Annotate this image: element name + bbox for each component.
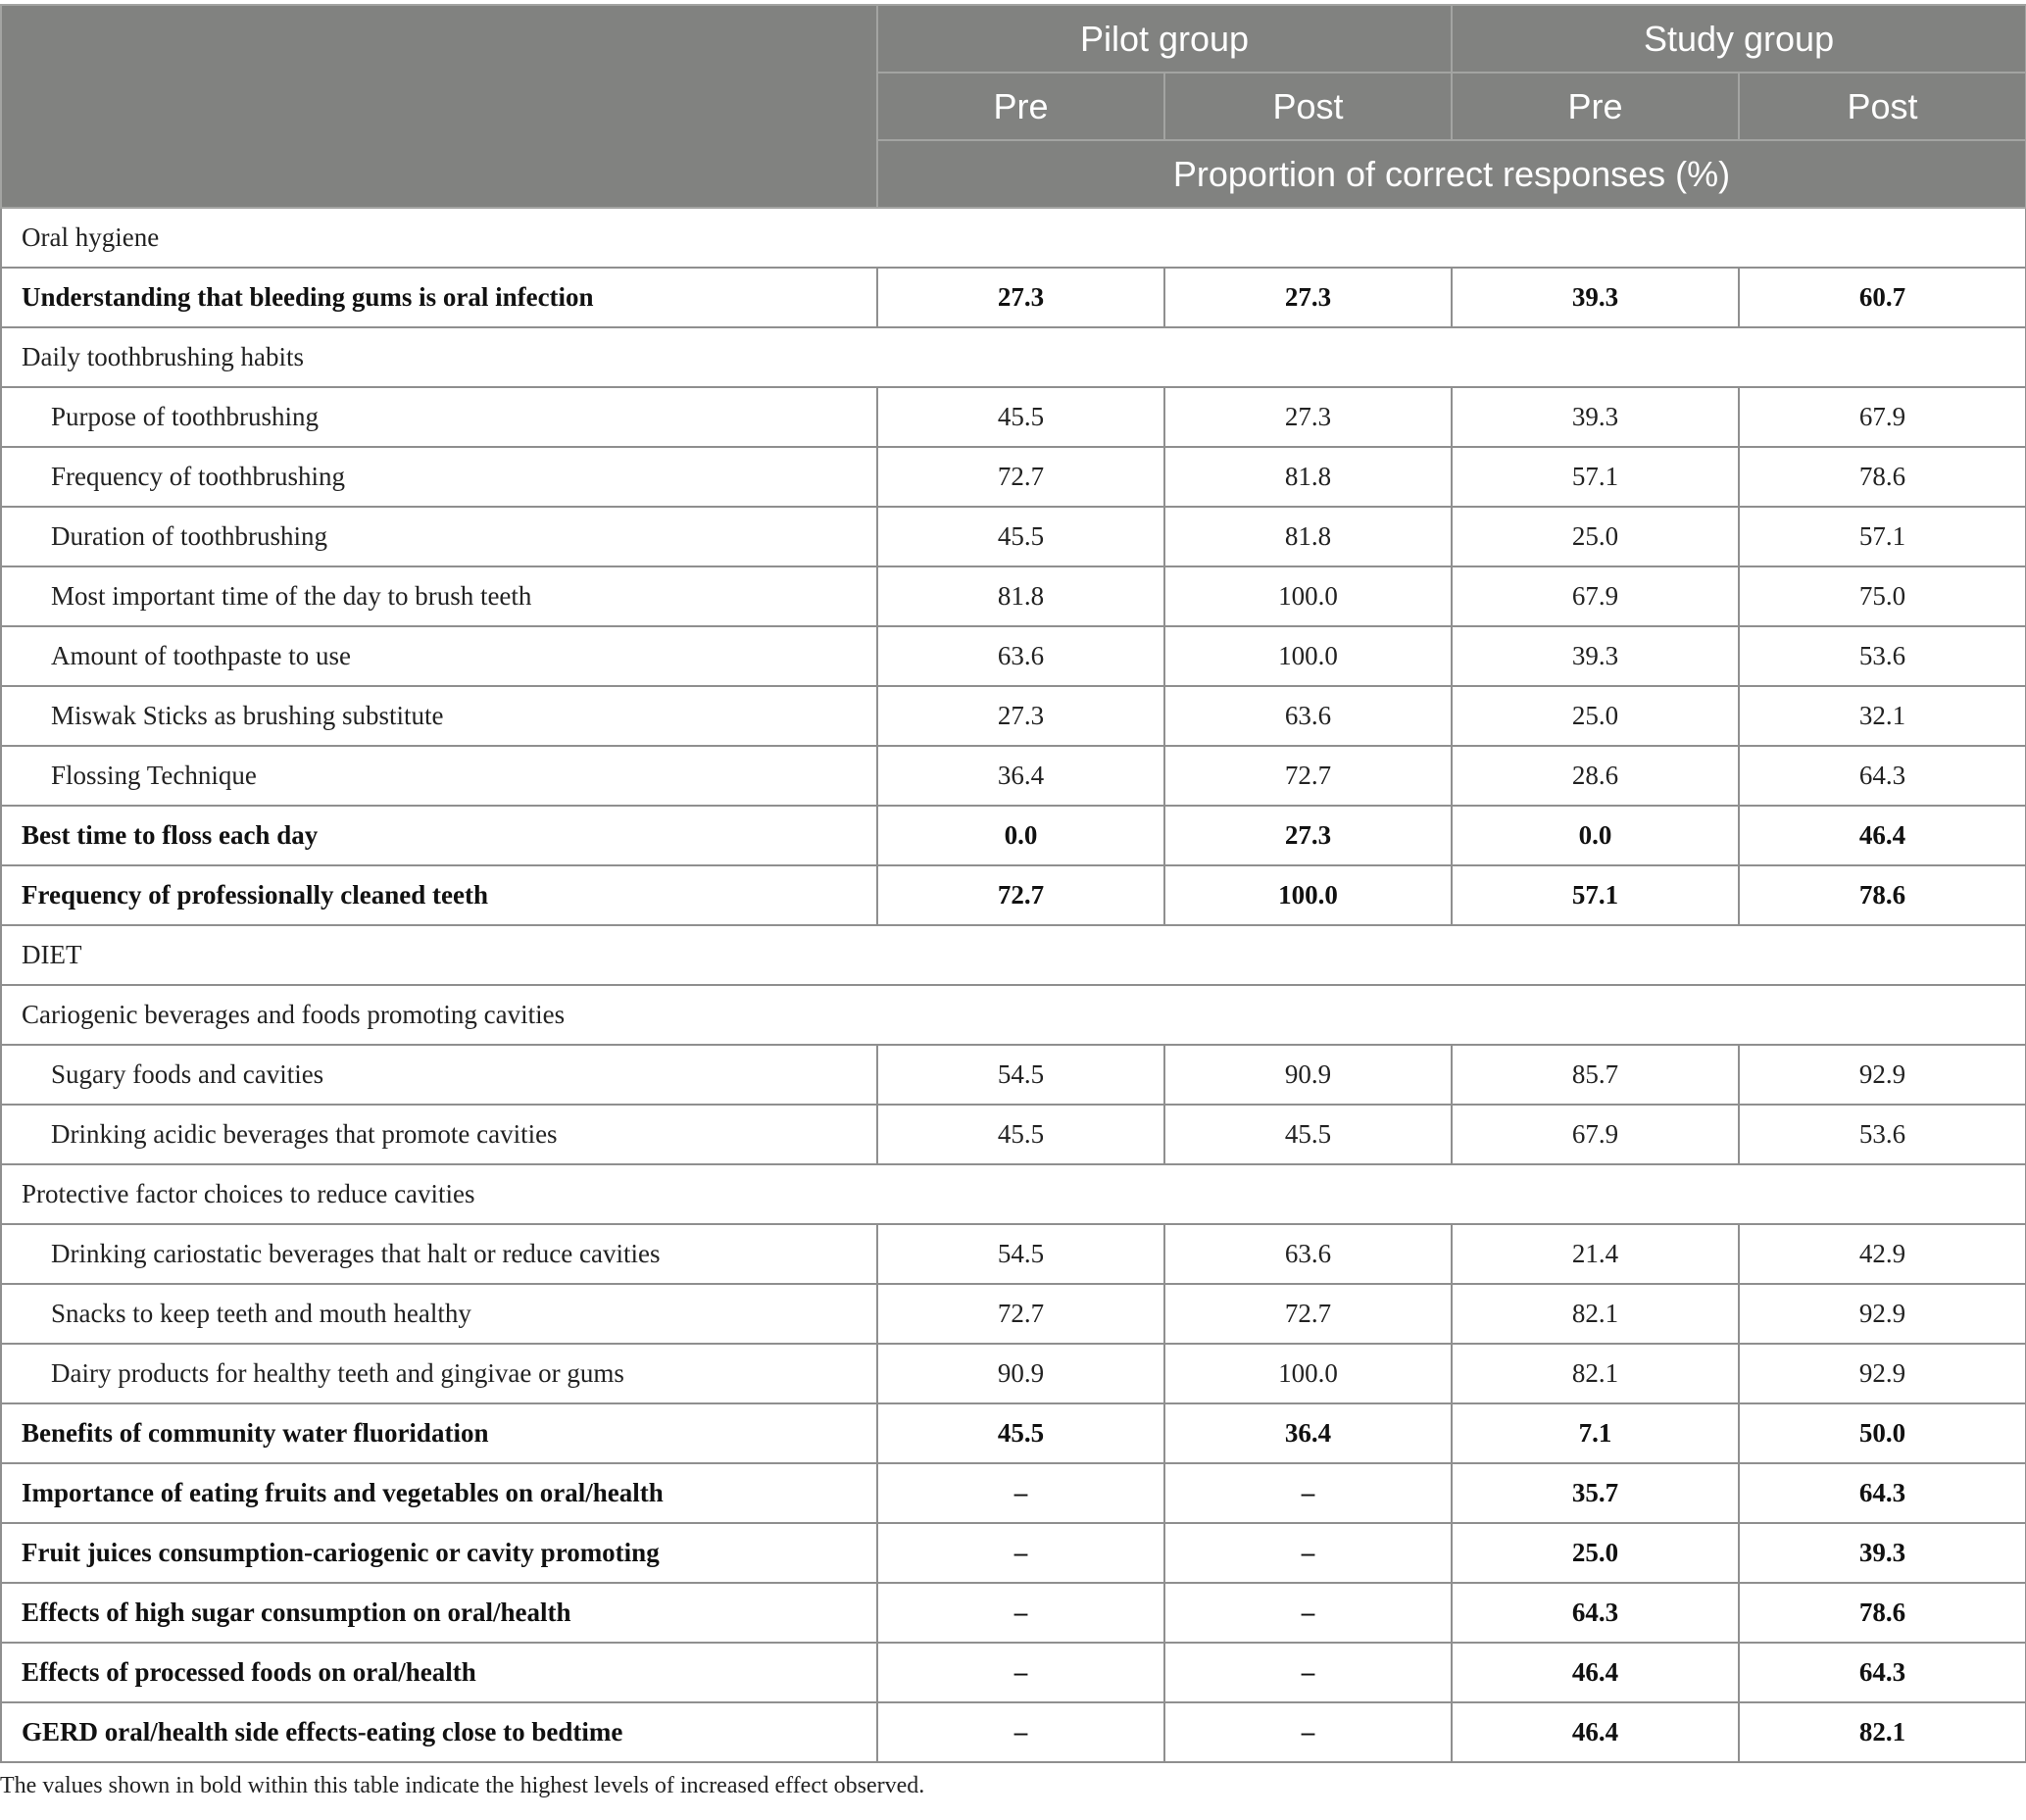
table-row <box>1 507 2026 566</box>
table-row <box>1 447 2026 507</box>
study-post-value: 67.9 <box>1739 387 2026 447</box>
study-post-value: 64.3 <box>1739 1643 2026 1702</box>
study-pre-value: 82.1 <box>1452 1284 1739 1344</box>
pilot-post-value: 27.3 <box>1164 806 1452 865</box>
section-row <box>1 1164 2026 1224</box>
study-pre-value: 46.4 <box>1452 1643 1739 1702</box>
table-header <box>1 5 2026 208</box>
pilot-pre-value: 36.4 <box>877 746 1164 806</box>
section-row <box>1 925 2026 985</box>
study-post-value: 75.0 <box>1739 566 2026 626</box>
pilot-post-value: – <box>1164 1463 1452 1523</box>
study-post-value: 64.3 <box>1739 746 2026 806</box>
header-row-groups <box>1 5 2026 73</box>
pilot-post-value: 36.4 <box>1164 1403 1452 1463</box>
study-post-value: 92.9 <box>1739 1045 2026 1105</box>
section-label: Daily toothbrushing habits <box>1 327 2026 387</box>
study-pre-value: 39.3 <box>1452 268 1739 327</box>
table-row <box>1 1702 2026 1762</box>
row-label: Fruit juices consumption-cariogenic or cavity promoting <box>1 1523 877 1583</box>
study-pre-value: 21.4 <box>1452 1224 1739 1284</box>
pilot-pre-value: 45.5 <box>877 1105 1164 1164</box>
header-study-group: Study group <box>1452 5 2026 73</box>
table-row <box>1 387 2026 447</box>
study-pre-value: 25.0 <box>1452 686 1739 746</box>
row-label: Duration of toothbrushing <box>1 507 877 566</box>
study-pre-value: 39.3 <box>1452 626 1739 686</box>
study-pre-value: 57.1 <box>1452 447 1739 507</box>
pilot-pre-value: – <box>877 1583 1164 1643</box>
row-label: Amount of toothpaste to use <box>1 626 877 686</box>
row-label: GERD oral/health side effects-eating close to bedtime <box>1 1702 877 1762</box>
section-label: Oral hygiene <box>1 208 2026 268</box>
section-label: DIET <box>1 925 2026 985</box>
pilot-pre-value: 63.6 <box>877 626 1164 686</box>
pilot-pre-value: 45.5 <box>877 1403 1164 1463</box>
pilot-post-value: 27.3 <box>1164 268 1452 327</box>
row-label: Drinking cariostatic beverages that halt or reduce cavities <box>1 1224 877 1284</box>
row-label: Most important time of the day to brush teeth <box>1 566 877 626</box>
study-pre-value: 46.4 <box>1452 1702 1739 1762</box>
study-post-value: 42.9 <box>1739 1224 2026 1284</box>
pilot-pre-value: 45.5 <box>877 387 1164 447</box>
table-row <box>1 746 2026 806</box>
study-post-value: 78.6 <box>1739 865 2026 925</box>
section-row <box>1 208 2026 268</box>
section-row <box>1 327 2026 387</box>
study-post-value: 60.7 <box>1739 268 2026 327</box>
study-pre-value: 35.7 <box>1452 1463 1739 1523</box>
pilot-pre-value: 72.7 <box>877 1284 1164 1344</box>
pilot-pre-value: – <box>877 1463 1164 1523</box>
study-pre-value: 28.6 <box>1452 746 1739 806</box>
study-post-value: 78.6 <box>1739 447 2026 507</box>
study-post-value: 92.9 <box>1739 1284 2026 1344</box>
study-post-value: 39.3 <box>1739 1523 2026 1583</box>
study-pre-value: 64.3 <box>1452 1583 1739 1643</box>
section-row <box>1 985 2026 1045</box>
study-pre-value: 25.0 <box>1452 1523 1739 1583</box>
study-post-value: 78.6 <box>1739 1583 2026 1643</box>
pilot-post-value: – <box>1164 1643 1452 1702</box>
study-pre-value: 7.1 <box>1452 1403 1739 1463</box>
row-label: Benefits of community water fluoridation <box>1 1403 877 1463</box>
study-pre-value: 67.9 <box>1452 1105 1739 1164</box>
pilot-pre-value: 54.5 <box>877 1045 1164 1105</box>
table-footnote: The values shown in bold within this table indicate the highest levels of increased effect observed. <box>0 1773 925 1798</box>
study-post-value: 46.4 <box>1739 806 2026 865</box>
pilot-pre-value: 0.0 <box>877 806 1164 865</box>
study-post-value: 50.0 <box>1739 1403 2026 1463</box>
results-table <box>0 4 2026 1763</box>
pilot-post-value: 100.0 <box>1164 865 1452 925</box>
table-row <box>1 1045 2026 1105</box>
row-label: Flossing Technique <box>1 746 877 806</box>
row-label: Effects of processed foods on oral/health <box>1 1643 877 1702</box>
pilot-post-value: 100.0 <box>1164 626 1452 686</box>
table-row <box>1 865 2026 925</box>
study-pre-value: 82.1 <box>1452 1344 1739 1403</box>
header-study-pre: Pre <box>1452 73 1739 140</box>
table-row <box>1 1105 2026 1164</box>
pilot-pre-value: 27.3 <box>877 268 1164 327</box>
pilot-post-value: 100.0 <box>1164 566 1452 626</box>
pilot-post-value: 100.0 <box>1164 1344 1452 1403</box>
study-pre-value: 85.7 <box>1452 1045 1739 1105</box>
pilot-pre-value: 27.3 <box>877 686 1164 746</box>
row-label: Drinking acidic beverages that promote cavities <box>1 1105 877 1164</box>
pilot-pre-value: 45.5 <box>877 507 1164 566</box>
pilot-post-value: – <box>1164 1583 1452 1643</box>
pilot-pre-value: 72.7 <box>877 447 1164 507</box>
section-label: Cariogenic beverages and foods promoting cavities <box>1 985 2026 1045</box>
pilot-pre-value: – <box>877 1643 1164 1702</box>
pilot-post-value: 81.8 <box>1164 507 1452 566</box>
table-row <box>1 1344 2026 1403</box>
row-label: Purpose of toothbrushing <box>1 387 877 447</box>
table-body <box>1 208 2026 1762</box>
header-pilot-pre: Pre <box>877 73 1164 140</box>
table-row <box>1 626 2026 686</box>
header-study-post: Post <box>1739 73 2026 140</box>
table-container <box>0 4 2026 1799</box>
study-post-value: 57.1 <box>1739 507 2026 566</box>
study-pre-value: 0.0 <box>1452 806 1739 865</box>
study-post-value: 64.3 <box>1739 1463 2026 1523</box>
table-row <box>1 1284 2026 1344</box>
row-label: Importance of eating fruits and vegetables on oral/health <box>1 1463 877 1523</box>
study-pre-value: 57.1 <box>1452 865 1739 925</box>
pilot-post-value: 81.8 <box>1164 447 1452 507</box>
pilot-post-value: 72.7 <box>1164 1284 1452 1344</box>
table-row <box>1 1643 2026 1702</box>
study-post-value: 92.9 <box>1739 1344 2026 1403</box>
study-post-value: 32.1 <box>1739 686 2026 746</box>
header-pilot-post: Post <box>1164 73 1452 140</box>
row-label: Snacks to keep teeth and mouth healthy <box>1 1284 877 1344</box>
row-label: Sugary foods and cavities <box>1 1045 877 1105</box>
table-row <box>1 806 2026 865</box>
pilot-post-value: 63.6 <box>1164 1224 1452 1284</box>
pilot-post-value: 45.5 <box>1164 1105 1452 1164</box>
table-row <box>1 1224 2026 1284</box>
pilot-post-value: 63.6 <box>1164 686 1452 746</box>
pilot-post-value: – <box>1164 1702 1452 1762</box>
pilot-post-value: – <box>1164 1523 1452 1583</box>
row-label: Miswak Sticks as brushing substitute <box>1 686 877 746</box>
row-label: Understanding that bleeding gums is oral infection <box>1 268 877 327</box>
row-label: Best time to floss each day <box>1 806 877 865</box>
study-pre-value: 67.9 <box>1452 566 1739 626</box>
table-row <box>1 1463 2026 1523</box>
section-label: Protective factor choices to reduce cavities <box>1 1164 2026 1224</box>
pilot-pre-value: 72.7 <box>877 865 1164 925</box>
pilot-post-value: 27.3 <box>1164 387 1452 447</box>
pilot-pre-value: 54.5 <box>877 1224 1164 1284</box>
table-row <box>1 686 2026 746</box>
header-pilot-group: Pilot group <box>877 5 1452 73</box>
row-label: Frequency of toothbrushing <box>1 447 877 507</box>
study-pre-value: 25.0 <box>1452 507 1739 566</box>
header-blank-cell <box>1 5 877 208</box>
pilot-post-value: 72.7 <box>1164 746 1452 806</box>
study-post-value: 53.6 <box>1739 1105 2026 1164</box>
row-label: Effects of high sugar consumption on oral/health <box>1 1583 877 1643</box>
study-post-value: 82.1 <box>1739 1702 2026 1762</box>
pilot-pre-value: 81.8 <box>877 566 1164 626</box>
row-label: Dairy products for healthy teeth and gingivae or gums <box>1 1344 877 1403</box>
pilot-post-value: 90.9 <box>1164 1045 1452 1105</box>
table-row <box>1 1403 2026 1463</box>
study-post-value: 53.6 <box>1739 626 2026 686</box>
pilot-pre-value: – <box>877 1523 1164 1583</box>
study-pre-value: 39.3 <box>1452 387 1739 447</box>
header-proportion: Proportion of correct responses (%) <box>877 140 2026 208</box>
table-row <box>1 268 2026 327</box>
table-row <box>1 1583 2026 1643</box>
pilot-pre-value: 90.9 <box>877 1344 1164 1403</box>
table-row <box>1 566 2026 626</box>
table-row <box>1 1523 2026 1583</box>
pilot-pre-value: – <box>877 1702 1164 1762</box>
row-label: Frequency of professionally cleaned teeth <box>1 865 877 925</box>
